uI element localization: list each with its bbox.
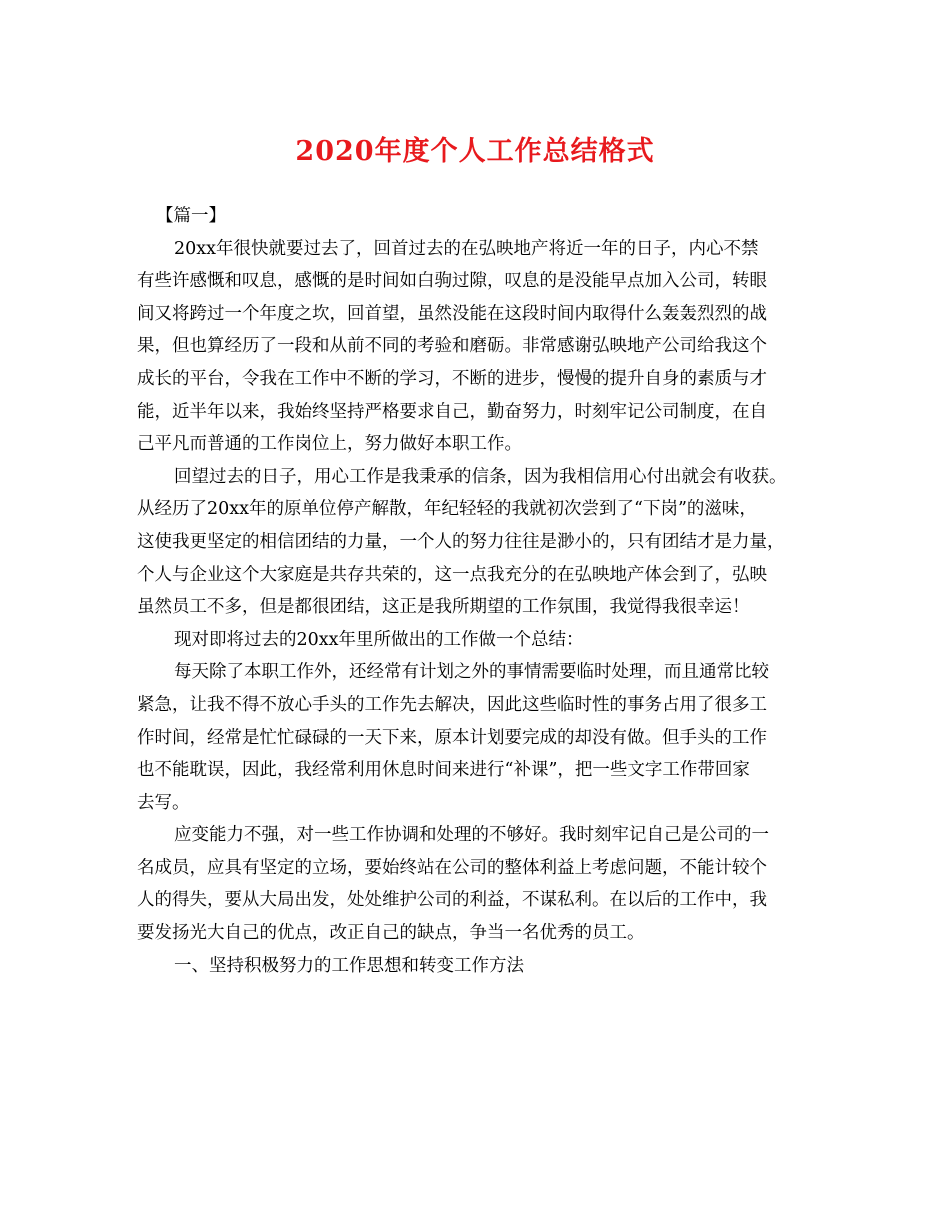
paragraph-line: 名成员，应具有坚定的立场，要始终站在公司的整体利益上考虑问题，不能计较个 bbox=[137, 857, 767, 878]
document-body bbox=[137, 200, 823, 982]
paragraph-line: 间又将跨过一个年度之坎，回首望，虽然没能在这段时间内取得什么轰轰烈烈的战 bbox=[137, 303, 767, 324]
paragraph-line: 紧急，让我不得不放心手头的工作先去解决，因此这些临时性的事务占用了很多工 bbox=[137, 694, 767, 715]
paragraph-line: 个人与企业这个大家庭是共存共荣的，这一点我充分的在弘映地产体会到了，弘映 bbox=[137, 564, 767, 585]
document-title: 2020年度个人工作总结格式 bbox=[295, 136, 655, 167]
paragraph-line: 也不能耽误，因此，我经常利用休息时间来进行“补课”，把一些文字工作带回家 bbox=[137, 760, 750, 781]
paragraph-line: 能，近半年以来，我始终坚持严格要求自己，勤奋努力，时刻牢记公司制度，在自 bbox=[137, 401, 767, 422]
paragraph-line: 这使我更坚定的相信团结的力量，一个人的努力往往是渺小的，只有团结才是力量， bbox=[137, 531, 785, 552]
paragraph-line: 虽然员工不多，但是都很团结，这正是我所期望的工作氛围，我觉得我很幸运！ bbox=[137, 597, 750, 618]
paragraph-line: 每天除了本职工作外，还经常有计划之外的事情需要临时处理，而且通常比较 bbox=[174, 662, 769, 683]
paragraph-line: 20xx年很快就要过去了，回首过去的在弘映地产将近一年的日子，内心不禁 bbox=[174, 238, 759, 259]
paragraph-line: 回望过去的日子，用心工作是我秉承的信条，因为我相信用心付出就会有收获。 bbox=[174, 466, 787, 487]
paragraph-line: 作时间，经常是忙忙碌碌的一天下来，原本计划要完成的却没有做。但手头的工作 bbox=[137, 727, 767, 748]
paragraph-line: 要发扬光大自己的优点，改正自己的缺点，争当一名优秀的员工。 bbox=[137, 923, 645, 944]
paragraph-line: 有些许感慨和叹息，感慨的是时间如白驹过隙，叹息的是没能早点加入公司，转眼 bbox=[137, 271, 767, 292]
paragraph-line: 应变能力不强，对一些工作协调和处理的不够好。我时刻牢记自己是公司的一 bbox=[174, 825, 769, 846]
paragraph-line: 人的得失，要从大局出发，处处维护公司的利益，不谋私利。在以后的工作中，我 bbox=[137, 890, 767, 911]
paragraph-line: 现对即将过去的20xx年里所做出的工作做一个总结： bbox=[174, 629, 584, 650]
section-heading: 一、坚持积极努力的工作思想和转变工作方法 bbox=[174, 955, 524, 976]
paragraph-line: 成长的平台，令我在工作中不断的学习，不断的进步，慢慢的提升自身的素质与才 bbox=[137, 368, 767, 389]
paragraph-line: 己平凡而普通的工作岗位上，努力做好本职工作。 bbox=[137, 434, 522, 455]
paragraph-line: 从经历了20xx年的原单位停产解散，年纪轻轻的我就初次尝到了“下岗”的滋味， bbox=[137, 499, 757, 520]
paragraph-line: 去写。 bbox=[137, 792, 190, 813]
section-label: 【篇一】 bbox=[156, 206, 226, 226]
paragraph-line: 果，但也算经历了一段和从前不同的考验和磨砺。非常感谢弘映地产公司给我这个 bbox=[137, 336, 767, 357]
